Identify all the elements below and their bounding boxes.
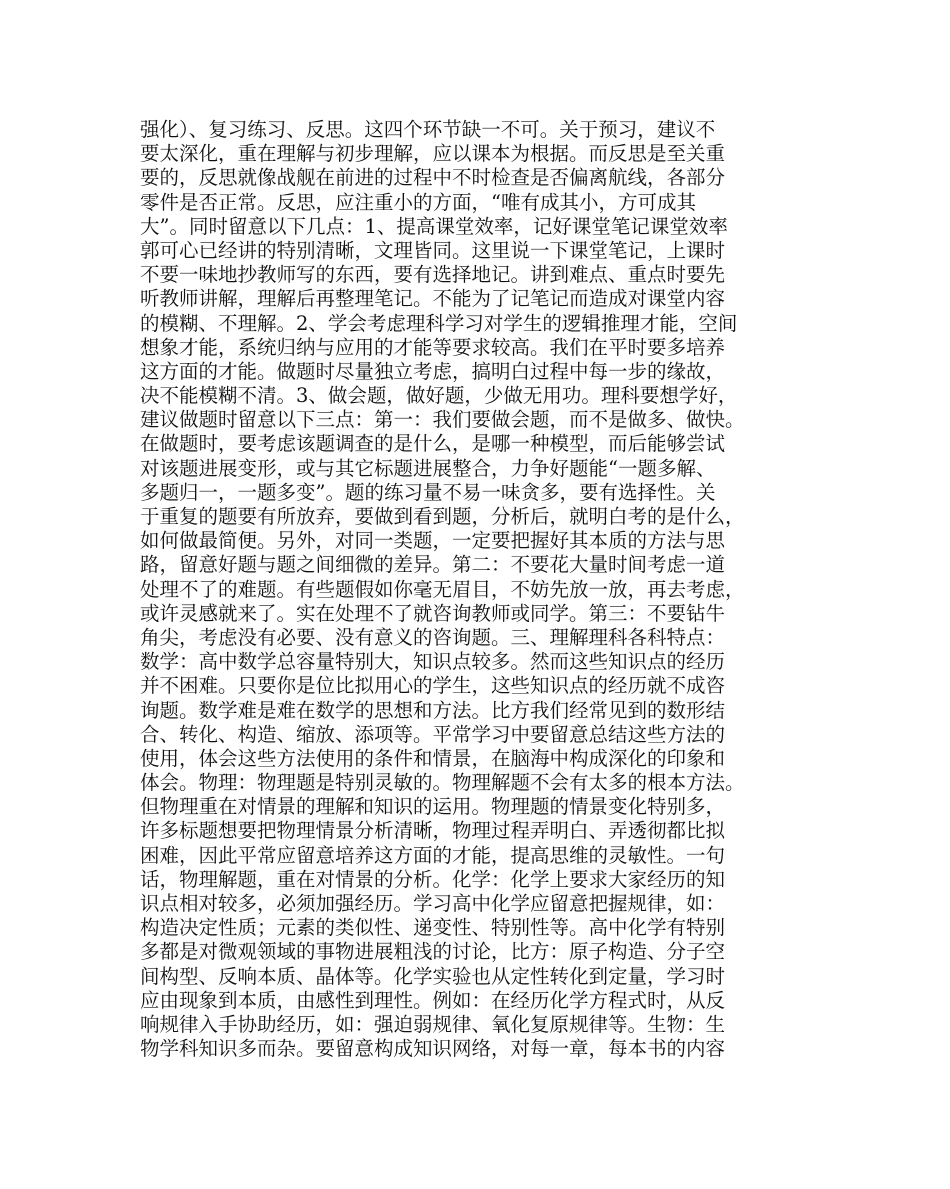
text-line: 听教师讲解，理解后再整理笔记。不能为了记笔记而造成对课堂内容: [140, 287, 726, 311]
text-line: 或许灵感就来了。实在处理不了就咨询教师或同学。第三：不要钻牛: [140, 601, 726, 625]
text-line: 应由现象到本质，由感性到理性。例如：在经历化学方程式时，从反: [140, 988, 726, 1012]
text-line: 于重复的题要有所放弃，要做到看到题，分析后，就明白考的是什么，: [140, 505, 745, 528]
text-line: 角尖，考虑没有必要、没有意义的咨询题。三、理解理科各科特点：: [140, 625, 726, 649]
text-line: 构造决定性质；元素的类似性、递变性、特别性等。高中化学有特别: [140, 916, 726, 940]
text-line: 话，物理解题，重在对情景的分析。化学：化学上要求大家经历的知: [140, 867, 726, 891]
text-line: 要太深化，重在理解与初步理解，应以课本为根据。而反思是至关重: [140, 142, 726, 166]
text-line: 如何做最简便。另外，对同一类题，一定要把握好其本质的方法与思: [140, 529, 726, 553]
text-line: 合、转化、构造、缩放、添项等。平常学习中要留意总结这些方法的: [140, 722, 726, 746]
text-line: 困难，因此平常应留意培养这方面的才能，提高思维的灵敏性。一句: [140, 843, 726, 867]
text-line: 数学：高中数学总容量特别大，知识点较多。然而这些知识点的经历: [140, 650, 726, 674]
text-line: 响规律入手协助经历，如：强迫弱规律、氧化复原规律等。生物：生: [140, 1012, 726, 1036]
text-line: 想象才能，系统归纳与应用的才能等要求较高。我们在平时要多培养: [140, 335, 726, 359]
body-text: [140, 118, 820, 1061]
text-line: 这方面的才能。做题时尽量独立考虑，搞明白过程中每一步的缘故，: [140, 359, 726, 383]
text-line: 建议做题时留意以下三点：第一：我们要做会题，而不是做多、做快。: [140, 408, 745, 432]
text-line: 在做题时，要考虑该题调查的是什么，是哪一种模型，而后能够尝试: [140, 432, 726, 456]
text-line: 体会。物理：物理题是特别灵敏的。物理解题不会有太多的根本方法。: [140, 771, 745, 795]
text-line: 多都是对微观领域的事物进展粗浅的讨论，比方：原子构造、分子空: [140, 940, 726, 964]
text-line: 不要一味地抄教师写的东西，要有选择地记。讲到难点、重点时要先: [140, 263, 726, 287]
text-line: 询题。数学难是难在数学的思想和方法。比方我们经常见到的数形结: [140, 698, 726, 722]
text-line: 识点相对较多，必须加强经历。学习高中化学应留意把握规律，如：: [140, 892, 726, 915]
text-line: 多题归一，一题多变”。题的练习量不易一味贪多，要有选择性。关: [140, 480, 716, 504]
text-line: 物学科知识多而杂。要留意构成知识网络，对每一章，每本书的内容: [140, 1037, 726, 1061]
text-line: 的模糊、不理解。2、学会考虑理科学习对学生的逻辑推理才能，空间: [140, 311, 738, 335]
text-line: 路，留意好题与题之间细微的差异。第二：不要花大量时间考虑一道: [140, 553, 726, 577]
text-line: 间构型、反响本质、晶体等。化学实验也从定性转化到定量，学习时: [140, 964, 726, 988]
text-line: 决不能模糊不清。3、做会题，做好题，少做无用功。理科要想学好，: [140, 384, 738, 408]
text-line: 郭可心已经讲的特别清晰，文理皆同。这里说一下课堂笔记，上课时: [140, 238, 726, 262]
text-line: 零件是否正常。反思，应注重小的方面，“唯有成其小，方可成其: [140, 190, 696, 214]
text-line: 并不困难。只要你是位比拟用心的学生，这些知识点的经历就不成咨: [140, 674, 726, 698]
text-line: 对该题进展变形，或与其它标题进展整合，力争好题能“一题多解、: [140, 456, 716, 480]
text-line: 许多标题想要把物理情景分析清晰，物理过程弄明白、弄透彻都比拟: [140, 819, 726, 843]
text-line: 强化）、复习练习、反思。这四个环节缺一不可。关于预习，建议不: [140, 118, 716, 141]
text-line: 使用，体会这些方法使用的条件和情景，在脑海中构成深化的印象和: [140, 746, 726, 770]
text-line: 但物理重在对情景的理解和知识的运用。物理题的情景变化特别多，: [140, 795, 726, 819]
text-line: 大”。同时留意以下几点：1、提高课堂效率，记好课堂笔记课堂效率: [140, 214, 728, 238]
text-line: 要的，反思就像战舰在前进的过程中不时检查是否偏离航线，各部分: [140, 166, 726, 190]
text-line: 处理不了的难题。有些题假如你毫无眉目，不妨先放一放，再去考虑，: [140, 577, 745, 601]
